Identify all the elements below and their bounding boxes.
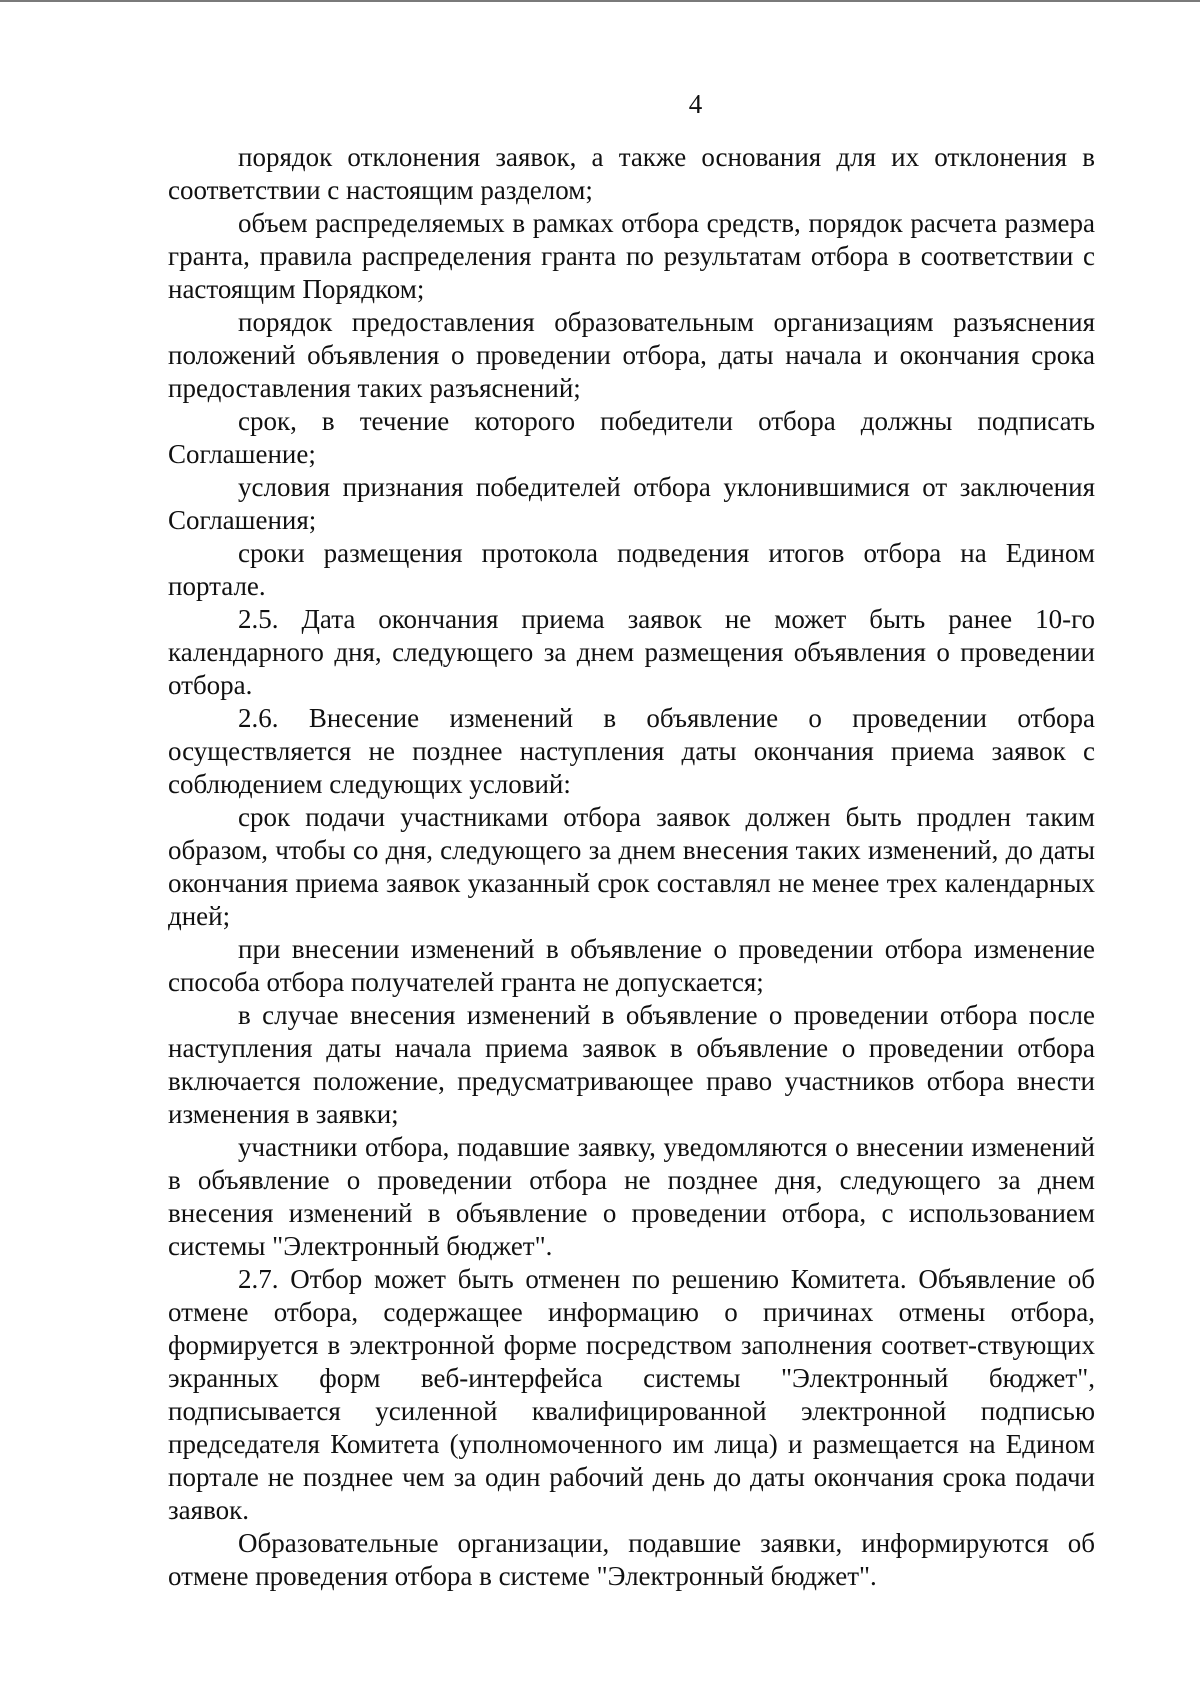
section-2-7-paragraph: 2.7. Отбор может быть отменен по решению Комитета. Объявление об отмене отбора, содержащее информацию о причинах отмены отбора, формируется в электронной форме посредством заполнения соответ-ствующих экранных форм веб-интерфейса системы "Электронный бюджет", подписывается усиленной квалифицированной электронной подписью председателя Комитета (уполномоченного им лица) и размещается на Едином портале не позднее чем за один рабочий день до даты окончания срока подачи заявок.: [168, 1264, 1095, 1525]
paragraph: порядок предоставления образовательным организациям разъяснения положений объявления о проведении отбора, даты начала и окончания срока предоставления таких разъяснений;: [168, 307, 1095, 403]
paragraph: сроки размещения протокола подведения итогов отбора на Едином портале.: [168, 538, 1095, 601]
paragraph: условия признания победителей отбора уклонившимися от заключения Соглашения;: [168, 472, 1095, 535]
section-2-6-paragraph: 2.6. Внесение изменений в объявление о проведении отбора осуществляется не позднее наступления даты окончания приема заявок с соблюдением следующих условий:: [168, 703, 1095, 799]
paragraph: при внесении изменений в объявление о проведении отбора изменение способа отбора получателей гранта не допускается;: [168, 934, 1095, 997]
paragraph: Образовательные организации, подавшие заявки, информируются об отмене проведения отбора в системе "Электронный бюджет".: [168, 1528, 1095, 1591]
section-2-5-paragraph: 2.5. Дата окончания приема заявок не может быть ранее 10-го календарного дня, следующего за днем размещения объявления о проведении отбора.: [168, 604, 1095, 700]
paragraph: объем распределяемых в рамках отбора средств, порядок расчета размера гранта, правила распределения гранта по результатам отбора в соответствии с настоящим Порядком;: [168, 208, 1095, 304]
paragraph: в случае внесения изменений в объявление о проведении отбора после наступления даты начала приема заявок в объявление о проведении отбора включается положение, предусматривающее право участников отбора внести изменения в заявки;: [168, 1000, 1095, 1129]
paragraph: срок, в течение которого победители отбора должны подписать Соглашение;: [168, 406, 1095, 469]
paragraph: участники отбора, подавшие заявку, уведомляются о внесении изменений в объявление о проведении отбора не позднее дня, следующего за днем внесения изменений в объявление о проведении отбора, с использованием системы "Электронный бюджет".: [168, 1132, 1095, 1261]
paragraph: срок подачи участниками отбора заявок должен быть продлен таким образом, чтобы со дня, следующего за днем внесения таких изменений, до даты окончания приема заявок указанный срок составлял не менее трех календарных дней;: [168, 802, 1095, 931]
page-number: 4: [688, 89, 703, 119]
paragraph: порядок отклонения заявок, а также основания для их отклонения в соответствии с настоящим разделом;: [168, 142, 1095, 205]
